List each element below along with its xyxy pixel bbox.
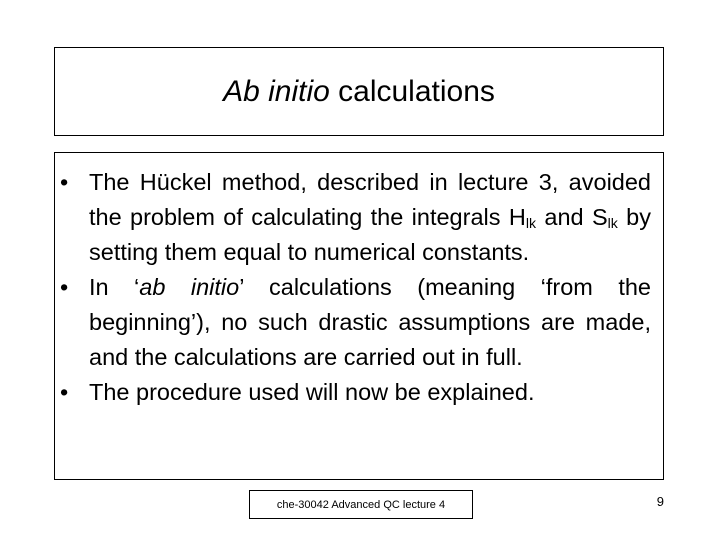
- bullet-2-italic: ab initio: [139, 274, 240, 300]
- footer-text: che-30042 Advanced QC lecture 4: [276, 498, 446, 511]
- bullet-1-sub-b: lk: [607, 215, 618, 231]
- title-rest: calculations: [329, 74, 495, 108]
- bullet-1-text-a: The Hückel method, described in lecture 3, avoided the problem of calculating the integrals H: [89, 169, 651, 230]
- bullet-1-sub-a: lk: [525, 215, 537, 231]
- bullet-1-text-c: by setting them equal to numerical constants.: [89, 204, 651, 265]
- bullet-item-3: [55, 375, 651, 410]
- bullet-marker: •: [60, 379, 69, 405]
- bullet-item-1: [55, 165, 651, 270]
- page-number: 9: [656, 494, 664, 509]
- footer-box: [249, 490, 473, 519]
- bullet-3-text: The procedure used will now be explained.: [89, 379, 535, 405]
- title-box: [54, 47, 664, 136]
- bullet-marker: •: [60, 169, 69, 195]
- bullet-item-2: [55, 270, 651, 375]
- bullet-2-text-b: ’ calculations (meaning ‘from the beginning’), no such drastic assumptions are made, and the calculations are carried out in full.: [89, 274, 651, 370]
- content-box: [54, 152, 664, 480]
- bullet-2-text-a: In ‘: [89, 274, 140, 300]
- title-italic: Ab initio: [223, 74, 330, 108]
- slide-title: [223, 75, 495, 109]
- bullet-marker: •: [60, 274, 69, 300]
- bullet-list: [55, 165, 651, 410]
- bullet-1-text-b: and S: [536, 204, 608, 230]
